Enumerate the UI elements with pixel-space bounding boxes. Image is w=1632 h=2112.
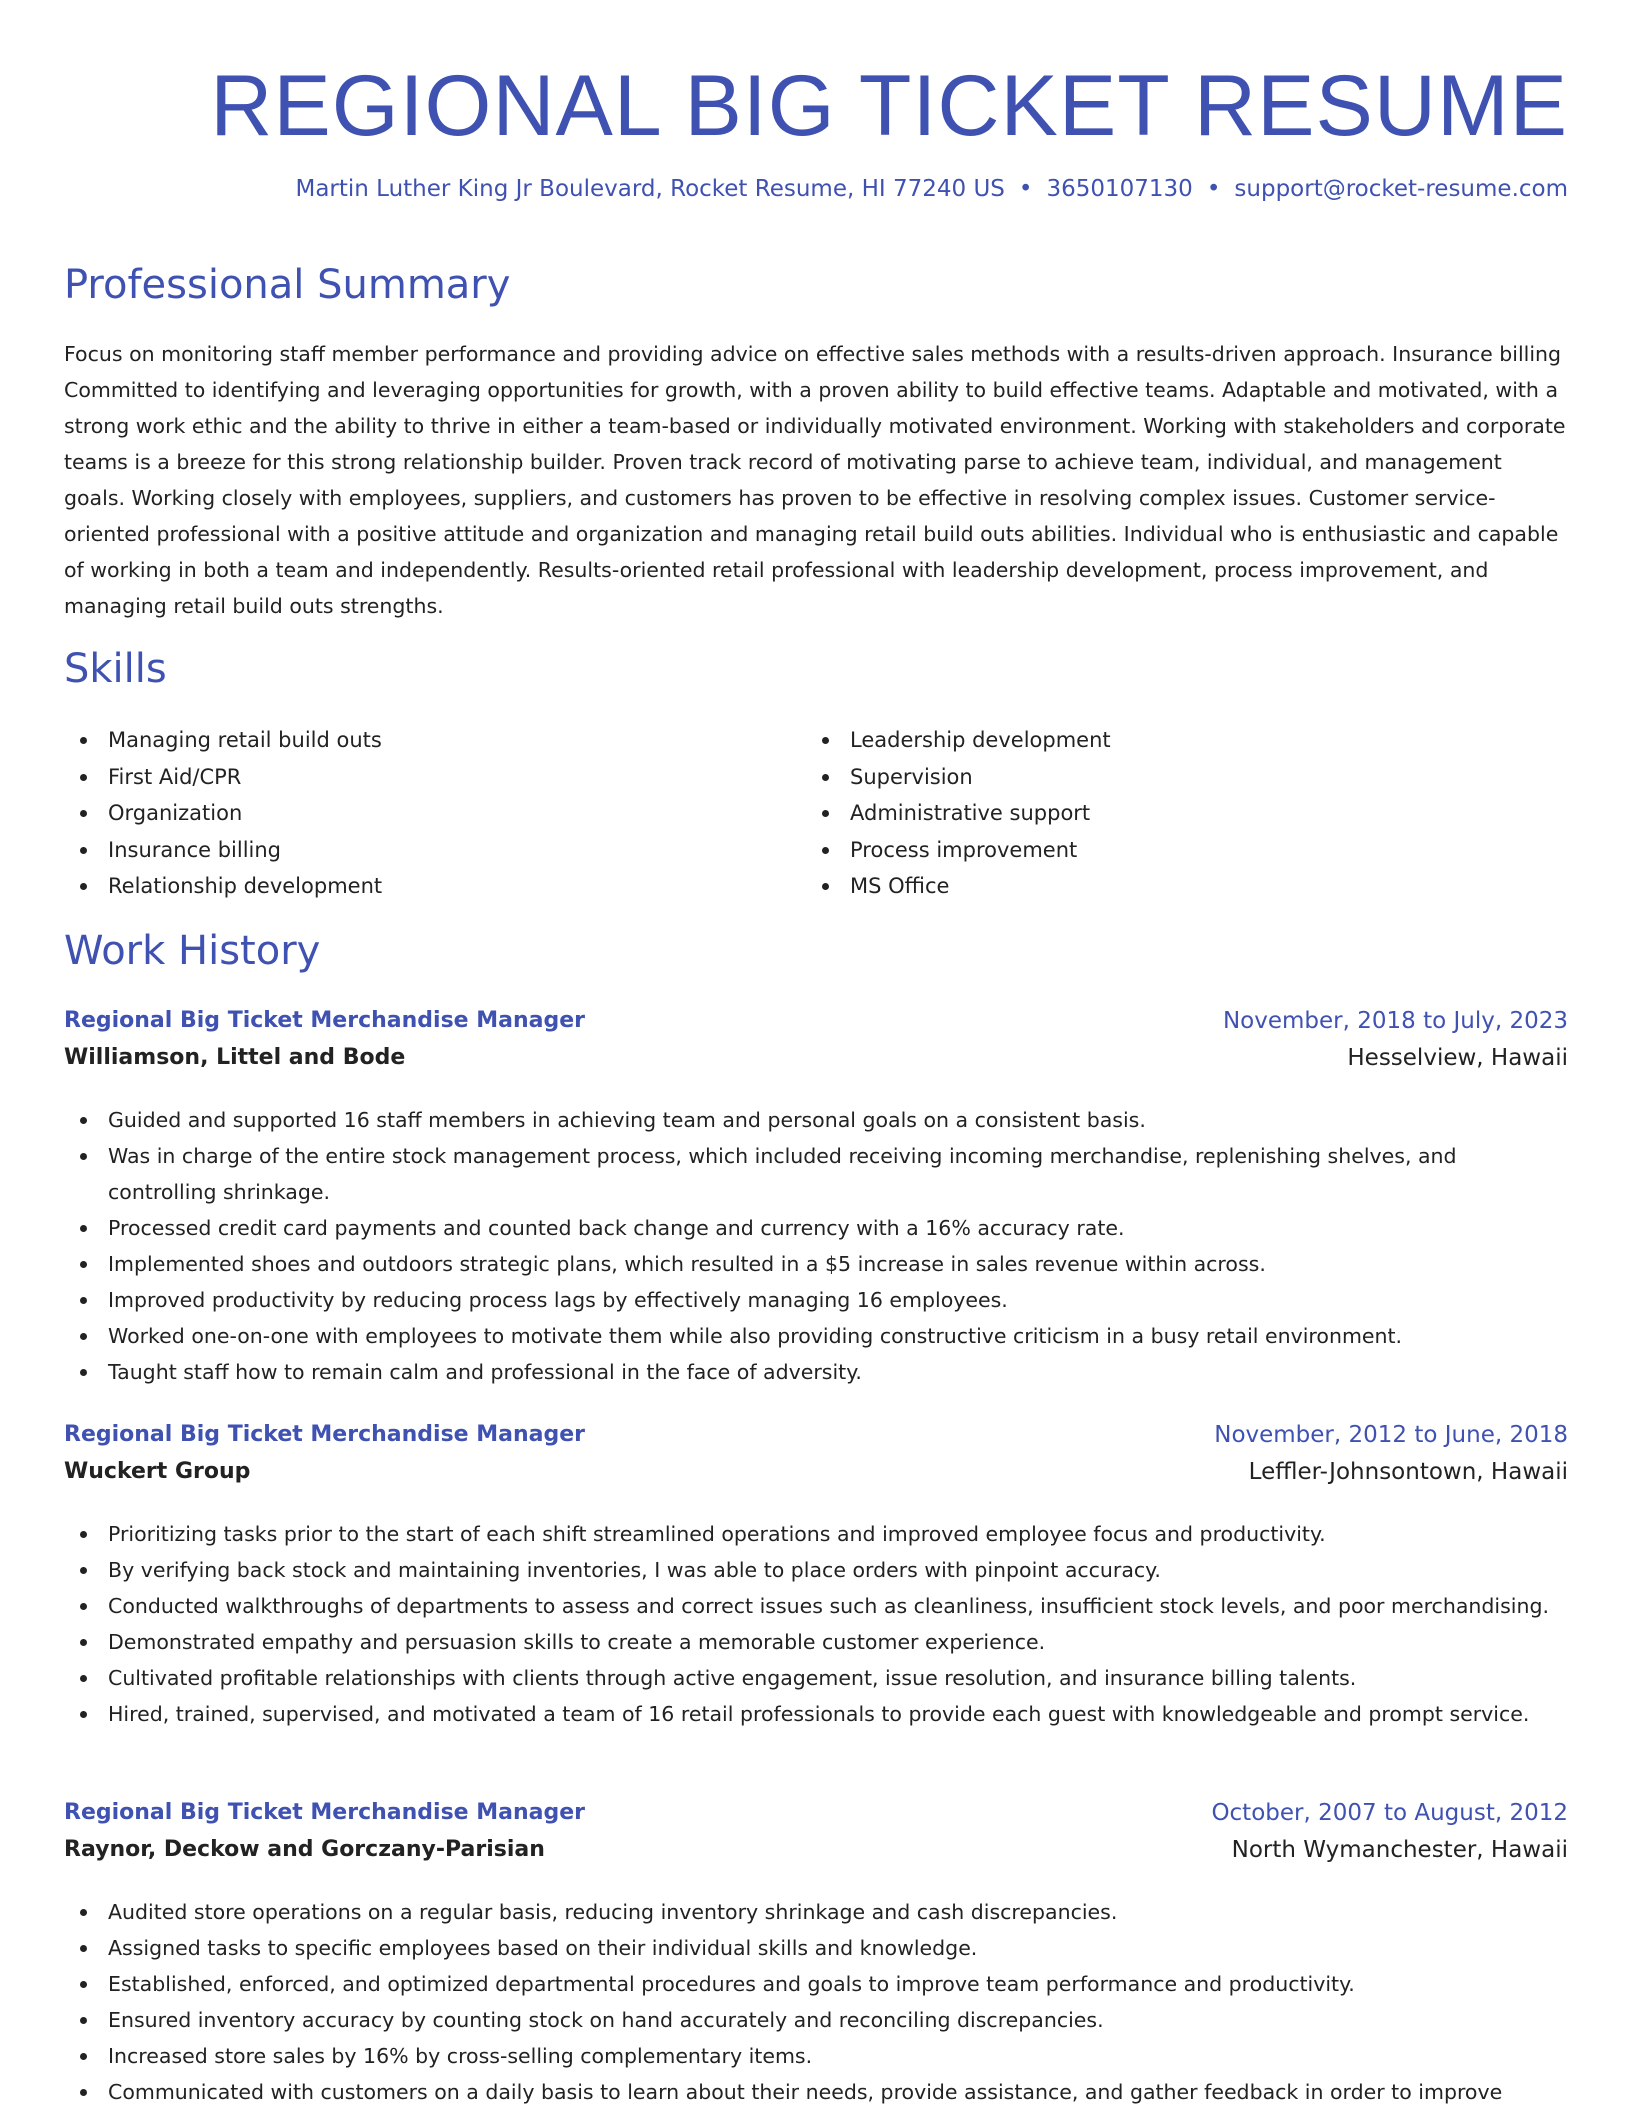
skill-item: Leadership development <box>806 722 1111 759</box>
skills-heading: Skills <box>64 646 167 692</box>
job-bullet: Ensured inventory accuracy by counting stock on hand accurately and reconciling discrepancies. <box>64 2002 1568 2038</box>
job-bullet: Worked one-on-one with employees to motivate them while also providing constructive criticism in a busy retail environment. <box>64 1318 1568 1354</box>
job-title: Regional Big Ticket Merchandise Manager <box>64 1422 586 1447</box>
skill-item: Supervision <box>806 759 1111 796</box>
job-bullet: Prioritizing tasks prior to the start of each shift streamlined operations and improved employee focus and productivity. <box>64 1516 1568 1552</box>
skill-item: Managing retail build outs <box>64 722 382 759</box>
skills-list-right <box>806 722 1111 905</box>
skill-item: MS Office <box>806 868 1111 905</box>
contact-phone: 3650107130 <box>1046 176 1193 202</box>
job-bullet: By verifying back stock and maintaining inventories, I was able to place orders with pinpoint accuracy. <box>64 1552 1568 1588</box>
job-bullet: Guided and supported 16 staff members in achieving team and personal goals on a consistent basis. <box>64 1102 1568 1138</box>
job-bullet: Communicated with customers on a daily basis to learn about their needs, provide assistance, and gather feedback in order to improve <box>64 2074 1568 2110</box>
contact-address: Martin Luther King Jr Boulevard, Rocket Resume, HI 77240 US <box>295 176 1005 202</box>
job-entry <box>64 1008 1568 1390</box>
contact-email[interactable]: support@rocket-resume.com <box>1234 176 1568 202</box>
job-bullet: Taught staff how to remain calm and professional in the face of adversity. <box>64 1354 1568 1390</box>
job-bullet: Cultivated profitable relationships with clients through active engagement, issue resolution, and insurance billing talents. <box>64 1660 1568 1696</box>
skill-item: Administrative support <box>806 795 1111 832</box>
job-location: Leffler-Johnsontown, Hawaii <box>1248 1459 1568 1485</box>
contact-line <box>295 176 1568 202</box>
skill-item: Process improvement <box>806 832 1111 869</box>
job-bullet: Established, enforced, and optimized departmental procedures and goals to improve team performance and productivity. <box>64 1966 1568 2002</box>
job-bullet: Improved productivity by reducing process lags by effectively managing 16 employees. <box>64 1282 1568 1318</box>
job-bullet: Implemented shoes and outdoors strategic plans, which resulted in a $5 increase in sales revenue within across. <box>64 1246 1568 1282</box>
job-bullet: Increased store sales by 16% by cross-selling complementary items. <box>64 2038 1568 2074</box>
job-bullet: Demonstrated empathy and persuasion skills to create a memorable customer experience. <box>64 1624 1568 1660</box>
job-bullet: Conducted walkthroughs of departments to assess and correct issues such as cleanliness, insufficient stock levels, and poor merchandising. <box>64 1588 1568 1624</box>
job-company: Wuckert Group <box>64 1459 251 1484</box>
job-entry <box>64 1422 1568 1732</box>
job-bullet: Processed credit card payments and counted back change and currency with a 16% accuracy rate. <box>64 1210 1568 1246</box>
job-location: North Wymanchester, Hawaii <box>1231 1837 1568 1863</box>
job-company: Raynor, Deckow and Gorczany-Parisian <box>64 1837 545 1862</box>
job-bullet: Assigned tasks to specific employees based on their individual skills and knowledge. <box>64 1930 1568 1966</box>
contact-separator: • <box>1206 176 1221 202</box>
skill-item: First Aid/CPR <box>64 759 382 796</box>
job-bullet: Audited store operations on a regular basis, reducing inventory shrinkage and cash discrepancies. <box>64 1894 1568 1930</box>
job-header <box>64 1800 1568 1876</box>
resume-title: REGIONAL BIG TICKET RESUME <box>210 58 1568 154</box>
job-dates: October, 2007 to August, 2012 <box>1211 1800 1568 1826</box>
job-bullet: Hired, trained, supervised, and motivated a team of 16 retail professionals to provide each guest with knowledgeable and prompt service. <box>64 1696 1568 1732</box>
job-bullets <box>64 1894 1568 2110</box>
skills-list-left <box>64 722 382 905</box>
job-entry <box>64 1800 1568 2110</box>
job-bullets <box>64 1102 1568 1390</box>
resume-page <box>64 0 1568 2104</box>
job-bullet: Was in charge of the entire stock management process, which included receiving incoming merchandise, replenishing shelves, and controlling shrinkage. <box>64 1138 1568 1210</box>
job-header <box>64 1008 1568 1084</box>
job-location: Hesselview, Hawaii <box>1347 1045 1568 1071</box>
job-dates: November, 2018 to July, 2023 <box>1222 1008 1568 1034</box>
skill-item: Insurance billing <box>64 832 382 869</box>
summary-text: Focus on monitoring staff member performance and providing advice on effective sales methods with a results-driven approach. Insurance billing Committed to identifying and leveraging opportunities for growth, with a proven ability to build effective teams. Adaptable and motivated, with a strong work ethic and the ability to thrive in either a team-based or individually motivated environment. Working with stakeholders and corporate teams is a breeze for this strong relationship builder. Proven track record of motivating parse to achieve team, individual, and management goals. Working closely with employees, suppliers, and customers has proven to be effective in resolving complex issues. Customer service-oriented professional with a positive attitude and organization and managing retail build outs abilities. Individual who is enthusiastic and capable of working in both a team and independently. Results-oriented retail professional with leadership development, process improvement, and managing retail build outs strengths. <box>64 342 1566 618</box>
work-history-heading: Work History <box>64 928 321 974</box>
job-title: Regional Big Ticket Merchandise Manager <box>64 1008 586 1033</box>
job-company: Williamson, Littel and Bode <box>64 1045 406 1070</box>
contact-separator: • <box>1018 176 1033 202</box>
job-bullets <box>64 1516 1568 1732</box>
job-title: Regional Big Ticket Merchandise Manager <box>64 1800 586 1825</box>
summary-heading: Professional Summary <box>64 262 511 308</box>
job-dates: November, 2012 to June, 2018 <box>1214 1422 1568 1448</box>
skill-item: Relationship development <box>64 868 382 905</box>
job-header <box>64 1422 1568 1498</box>
skill-item: Organization <box>64 795 382 832</box>
